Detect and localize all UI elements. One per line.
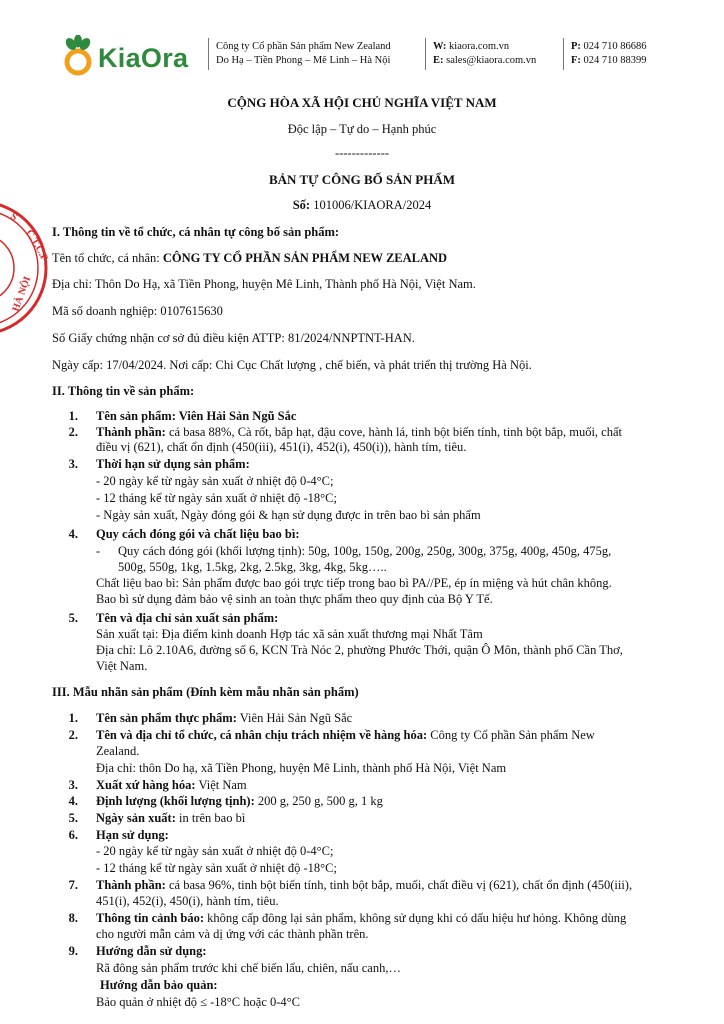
svg-text:S: S [8, 211, 19, 224]
packaging-sizes-text: Quy cách đóng gói (khối lượng tịnh): 50g, 100g, 150g, 200g, 250g, 300g, 375g, 400g, 450g, 475g, [118, 544, 612, 558]
item-number: 1. [68, 409, 78, 423]
company-name: Công ty Cổ phần Sản phẩm New Zealand [216, 41, 391, 52]
label-product-name-label: Tên sản phẩm thực phẩm: [96, 711, 237, 725]
production-date-label: Ngày sản xuất: [96, 811, 176, 825]
section-3-heading: III. Mẫu nhãn sản phẩm (Đính kèm mẫu nhãn sản phẩm) [52, 685, 359, 699]
packaging-label: Quy cách đóng gói và chất liệu bao bì: [96, 527, 300, 541]
org-label: Tên tổ chức, cá nhân: [52, 251, 160, 265]
manufacturer-label: Tên và địa chỉ sản xuất sản phẩm: [96, 611, 279, 625]
item-number: 2. [68, 425, 78, 439]
org-address: Địa chỉ: Thôn Do Hạ, xã Tiền Phong, huyện Mê Linh, Thành phố Hà Nội, Việt Nam. [52, 277, 476, 291]
section-2-heading: II. Thông tin về sản phẩm: [52, 384, 195, 398]
net-weight-label: Định lượng (khối lượng tịnh): [96, 794, 255, 808]
usage-value: Rã đông sản phẩm trước khi chế biến lẩu, chiên, nấu canh,… [96, 961, 401, 975]
org-value: CÔNG TY CỔ PHẦN SẢN PHẨM NEW ZEALAND [162, 251, 448, 265]
product-name: Tên sản phẩm: Viên Hải Sản Ngũ Sắc [96, 409, 297, 423]
packaging-material: Chất liệu bao bì: Sản phẩm được bao gói trực tiếp trong bao bì PA//PE, ép ín miệng và hút chân không. [96, 576, 612, 590]
svg-text:HÀ NỘI: HÀ NỘI [10, 275, 34, 314]
responsible-party-cont: Zealand. [96, 744, 140, 758]
header-divider [425, 38, 426, 70]
manufacturer-address-cont: Việt Nam. [96, 659, 148, 673]
header-divider [563, 38, 564, 70]
warning-label: Thông tin cảnh báo: [96, 911, 205, 925]
label-ingredients-cont: 451(i), 452(i), 450(i), hành tím, tiêu. [96, 894, 279, 908]
section-1-heading: I. Thông tin về tổ chức, cá nhân tự công bố sản phẩm: [52, 225, 340, 239]
company-logo [58, 31, 208, 83]
ingredients-label: Thành phần: [96, 425, 166, 439]
manufacturer-name: Sản xuất tại: Địa điểm kinh doanh Hợp tác xã sản xuất thương mại Nhất Tâm [96, 627, 483, 641]
item-number: 5. [68, 811, 78, 825]
web-link[interactable]: kiaora.com.vn [449, 41, 510, 52]
origin-label: Xuất xứ hàng hóa: [96, 778, 196, 792]
item-number: 5. [68, 611, 78, 625]
item-number: 6. [68, 828, 78, 842]
label-product-name-value: Viên Hải Sản Ngũ Sắc [239, 711, 353, 725]
item-number: 4. [68, 527, 78, 541]
responsible-party-value: Công ty Cổ phần Sản phẩm New [430, 728, 595, 742]
origin-value: Việt Nam [198, 778, 247, 792]
svg-text:C.T.C.P: C.T.C.P [23, 228, 50, 263]
expiry-label: Hạn sử dụng: [96, 828, 169, 842]
production-date-value: in trên bao bì [179, 811, 246, 825]
label-ingredients-value: cá basa 96%, tinh bột biến tính, tinh bột bắp, muối, chất điều vị (621), chất ổn định (450(iii), [168, 878, 633, 892]
brand-name: KiaOra [98, 43, 189, 73]
food-safety-certificate: Số Giấy chứng nhận cơ sở đủ điều kiện ATTP: 81/2024/NNPTNT-HAN. [52, 331, 415, 345]
packaging-compliance: Bao bì sử dụng đảm bảo vệ sinh an toàn thực phẩm theo quy định của Bộ Y Tế. [96, 592, 493, 606]
org-name-line [52, 251, 447, 266]
phone-label: P: [571, 41, 581, 52]
document-number [0, 198, 724, 213]
ingredients-line [96, 425, 622, 440]
warning-value: không cấp đông lại sản phẩm, không sử dụng khi có dấu hiệu hư hỏng. Không dùng [207, 911, 627, 925]
item-number: 7. [68, 878, 78, 892]
item-number: 8. [68, 911, 78, 925]
item-number: 9. [68, 944, 78, 958]
shelf-life-label: Thời hạn sử dụng sản phẩm: [96, 457, 250, 471]
web-label: W: [433, 41, 447, 52]
item-number: 2. [68, 728, 78, 742]
number-value: 101006/KIAORA/2024 [313, 198, 432, 212]
web-contact [433, 40, 536, 68]
fax-number: 024 710 88399 [583, 55, 647, 66]
net-weight-value: 200 g, 250 g, 500 g, 1 kg [257, 794, 383, 808]
phone-number: 024 710 86686 [583, 41, 647, 52]
manufacturer-address: Địa chỉ: Lô 2.10A6, đường số 6, KCN Trà Nóc 2, phường Phước Thới, quận Ô Môn, thành phố Cần Thơ, [96, 643, 623, 657]
packaging-sizes-cont: 500g, 550g, 1kg, 1.5kg, 2kg, 2.5kg, 3kg, 4kg, 5kg….. [118, 560, 387, 574]
item-number: 3. [68, 778, 78, 792]
company-address: Do Hạ – Tiền Phong – Mê Linh – Hà Nội [216, 55, 391, 66]
storage-label: Hướng dẫn bảo quản: [100, 978, 218, 992]
usage-label: Hướng dẫn sử dụng: [96, 944, 207, 958]
tax-code: Mã số doanh nghiệp: 0107615630 [52, 304, 223, 318]
header-divider [208, 38, 209, 70]
label-ingredients-label: Thành phần: [96, 878, 166, 892]
shelf-life-chilled: - 20 ngày kể từ ngày sản xuất ở nhiệt độ 0-4°C; [96, 474, 334, 488]
expiry-chilled: - 20 ngày kể từ ngày sản xuất ở nhiệt độ 0-4°C; [96, 844, 334, 858]
nation-heading: CỘNG HÒA XÃ HỘI CHỦ NGHĨA VIỆT NAM [227, 95, 497, 110]
company-info [216, 40, 391, 68]
item-number: 4. [68, 794, 78, 808]
ingredients-value: cá basa 88%, Cà rốt, bắp hạt, đậu cove, hành lá, tinh bột biến tính, tinh bột bắp, muối, chất [168, 425, 622, 439]
responsible-party-address: Địa chỉ: thôn Do hạ, xã Tiền Phong, huyện Mê Linh, thành phố Hà Nội, Việt Nam [96, 761, 507, 775]
issue-info: Ngày cấp: 17/04/2024. Nơi cấp: Chi Cục Chất lượng , chế biến, và phát triển thị trường Hà Nội. [52, 358, 532, 372]
email-link[interactable]: sales@kiaora.com.vn [446, 55, 537, 66]
ingredients-value-cont: điều vị (621), chất ổn định (450(iii), 451(i), 452(i), 450(i)), hành tím, tiêu. [96, 440, 467, 454]
kiaora-logo-icon [58, 35, 98, 77]
document-title: BẢN TỰ CÔNG BỐ SẢN PHẨM [269, 172, 455, 187]
motto: Độc lập – Tự do – Hạnh phúc [287, 122, 437, 136]
phone-contact [571, 40, 647, 68]
number-label: Số: [292, 198, 311, 212]
shelf-life-note: - Ngày sản xuất, Ngày đóng gói & hạn sử dụng được in trên bao bì sản phẩm [96, 508, 481, 522]
responsible-party-label: Tên và địa chỉ tổ chức, cá nhân chịu trách nhiệm về hàng hóa: [96, 728, 428, 742]
fax-label: F: [571, 55, 581, 66]
bullet: - [96, 544, 101, 558]
item-number: 3. [68, 457, 78, 471]
title-divider: ------------- [334, 146, 390, 160]
email-label: E: [433, 55, 444, 66]
item-number: 1. [68, 711, 78, 725]
expiry-frozen: - 12 tháng kể từ ngày sản xuất ở nhiệt độ -18°C; [96, 861, 337, 875]
storage-value: Bảo quản ở nhiệt độ ≤ -18°C hoặc 0-4°C [96, 995, 300, 1009]
warning-value-cont: cho người mẫn cảm và dị ứng với các thành phần trên. [96, 927, 369, 941]
shelf-life-frozen: - 12 tháng kể từ ngày sản xuất ở nhiệt độ -18°C; [96, 491, 337, 505]
packaging-sizes [96, 544, 611, 559]
